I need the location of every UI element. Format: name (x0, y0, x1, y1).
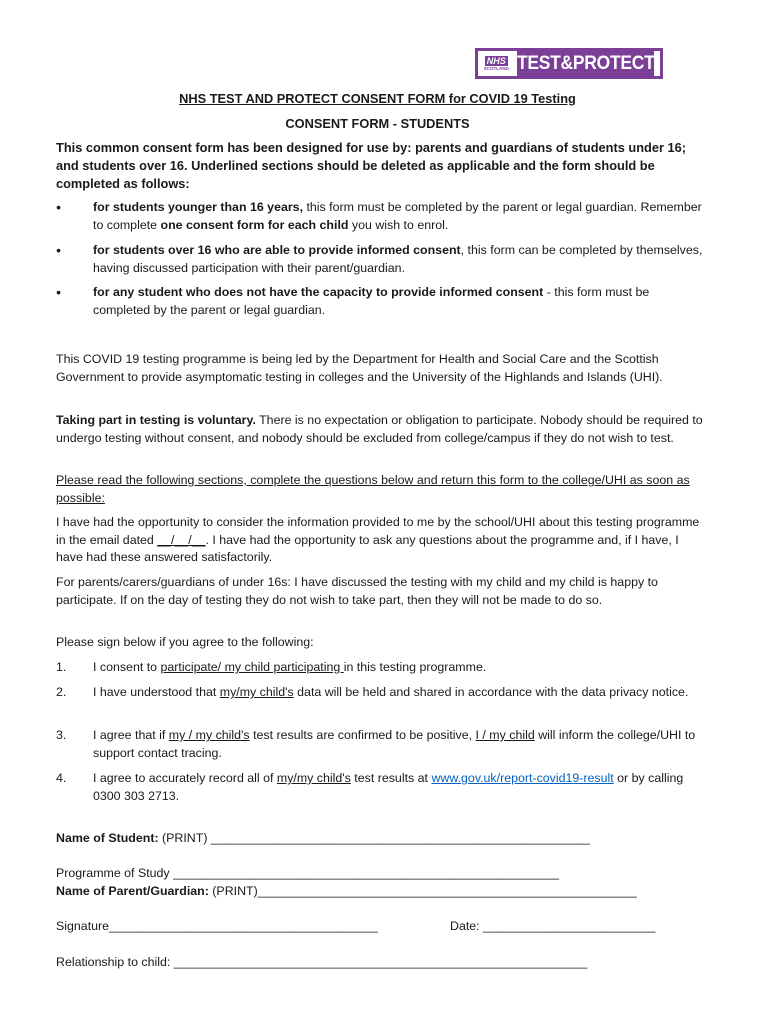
scotland-logo-text: SCOTLAND (483, 65, 509, 71)
report-result-link[interactable]: www.gov.uk/report-covid19-result (431, 771, 614, 785)
nhs-scotland-logo (482, 52, 511, 75)
parent-name-field[interactable] (56, 883, 637, 901)
deletable-option: my / my child's (168, 728, 250, 742)
item-text (93, 659, 706, 677)
item-text-part: test results are confirmed to be positive, (249, 728, 476, 742)
bullet-text-part: - this form must be completed by the parent or legal guardian. (93, 285, 650, 317)
item-number: 2. (56, 685, 67, 699)
item-text-part: or by calling 0300 303 2713. (93, 771, 684, 803)
voluntary-text: There is no expectation or obligation to participate. Nobody should be required to undergo testing without consent, and nobody should be excluded from college/campus if they do not wish to test. (56, 413, 703, 445)
student-name-label: Name of Student: (56, 831, 159, 845)
item-number: 1. (56, 660, 67, 674)
bullet-text (93, 242, 706, 277)
read-instruction: Please read the following sections, complete the questions below and return this form to the college/UHI as soon as possible: (56, 473, 690, 505)
bullet-bold: one consent form for each child (160, 217, 349, 232)
item-number: 4. (56, 771, 67, 785)
date-field[interactable]: Date: _________________________ (450, 919, 656, 933)
intro-paragraph: This common consent form has been designed for use by: parents and guardians of students under 16; and students over 16. Underlined sections should be deleted as applicable and the form should be completed as follows: (56, 140, 686, 191)
nhs-logo-text: NHS (486, 55, 506, 66)
test-protect-logo-text: TEST&PROTECT (517, 51, 655, 76)
item-text-part: will inform the college/UHI to support contact tracing. (93, 728, 696, 760)
item-text-part: I agree to accurately record all of (93, 771, 277, 785)
deletable-option: participate/ my child participating (160, 660, 344, 674)
bullet-item (56, 284, 706, 319)
bullet-bold: for students over 16 who are able to provide informed consent (93, 243, 461, 257)
bullet-text (93, 199, 706, 234)
bullet-symbol: • (56, 284, 61, 300)
test-and-protect-logo (475, 48, 663, 79)
item-text-part: I consent to (93, 660, 161, 674)
parent-name-label: Name of Parent/Guardian: (56, 884, 209, 898)
voluntary-paragraph (56, 412, 706, 447)
bullet-text (93, 284, 706, 319)
programme-of-study-field[interactable]: Programme of Study ________________________________________________________ (56, 866, 559, 880)
bullet-bold: for students younger than 16 years, (93, 200, 304, 214)
bullet-symbol: • (56, 199, 61, 215)
signature-field[interactable]: Signature_______________________________________ (56, 919, 378, 933)
opportunity-text: . I have had the opportunity to ask any questions about the programme and, if I have, I have had these answered satisfactorily. (56, 532, 679, 564)
bullet-text-part: you wish to enrol. (348, 217, 449, 232)
bullet-item (56, 199, 706, 234)
parent-name-line: (PRINT)_______________________________________________________ (208, 884, 637, 898)
deletable-option: my/my child's (276, 771, 351, 785)
form-title: NHS TEST AND PROTECT CONSENT FORM for COVID 19 Testing (179, 91, 576, 106)
consent-item (56, 727, 706, 762)
item-text-part: in this testing programme. (343, 660, 487, 674)
deletable-option: my/my child's (219, 685, 294, 699)
bullet-text-part: , this form can be completed by themselves, having discussed participation with their parent/guardian. (93, 243, 703, 275)
item-text-part: test results at (350, 771, 432, 785)
consent-item (56, 684, 706, 702)
opportunity-paragraph (56, 514, 706, 567)
item-number: 3. (56, 728, 67, 742)
student-name-field[interactable] (56, 830, 590, 848)
bullet-bold: for any student who does not have the capacity to provide informed consent (93, 285, 544, 299)
item-text (93, 770, 706, 805)
sign-below-text: Please sign below if you agree to the following: (56, 635, 314, 649)
item-text-part: I have understood that (93, 685, 220, 699)
student-name-line: (PRINT) _______________________________________________________ (158, 831, 590, 845)
programme-paragraph: This COVID 19 testing programme is being led by the Department for Health and Social Care and the Scottish Government to provide asymptomatic testing in colleges and the University of the Highlands and Islands (UHI). (56, 352, 663, 384)
bullet-symbol: • (56, 242, 61, 258)
parents-paragraph: For parents/carers/guardians of under 16s: I have discussed the testing with my child and my child is happy to participate. If on the day of testing they do not wish to take part, then they will not be made to do so. (56, 575, 658, 607)
relationship-field[interactable]: Relationship to child: ____________________________________________________________ (56, 955, 588, 969)
consent-item (56, 659, 706, 677)
email-date-field[interactable]: __/__/__ (157, 532, 206, 547)
voluntary-bold: Taking part in testing is voluntary. (56, 413, 256, 427)
bullet-text-part: this form must be completed by the parent or legal guardian. Remember to complete (93, 200, 702, 232)
consent-item (56, 770, 706, 805)
opportunity-text: I have had the opportunity to consider the information provided to me by the school/UHI about this testing programme in the email dated (56, 515, 700, 547)
item-text-part: I agree that if (93, 728, 169, 742)
item-text (93, 727, 706, 762)
form-subtitle: CONSENT FORM - STUDENTS (285, 116, 470, 131)
deletable-option: I / my child (475, 728, 535, 742)
bullet-item (56, 242, 706, 277)
item-text (93, 684, 706, 702)
item-text-part: data will be held and shared in accordance with the data privacy notice. (293, 685, 689, 699)
